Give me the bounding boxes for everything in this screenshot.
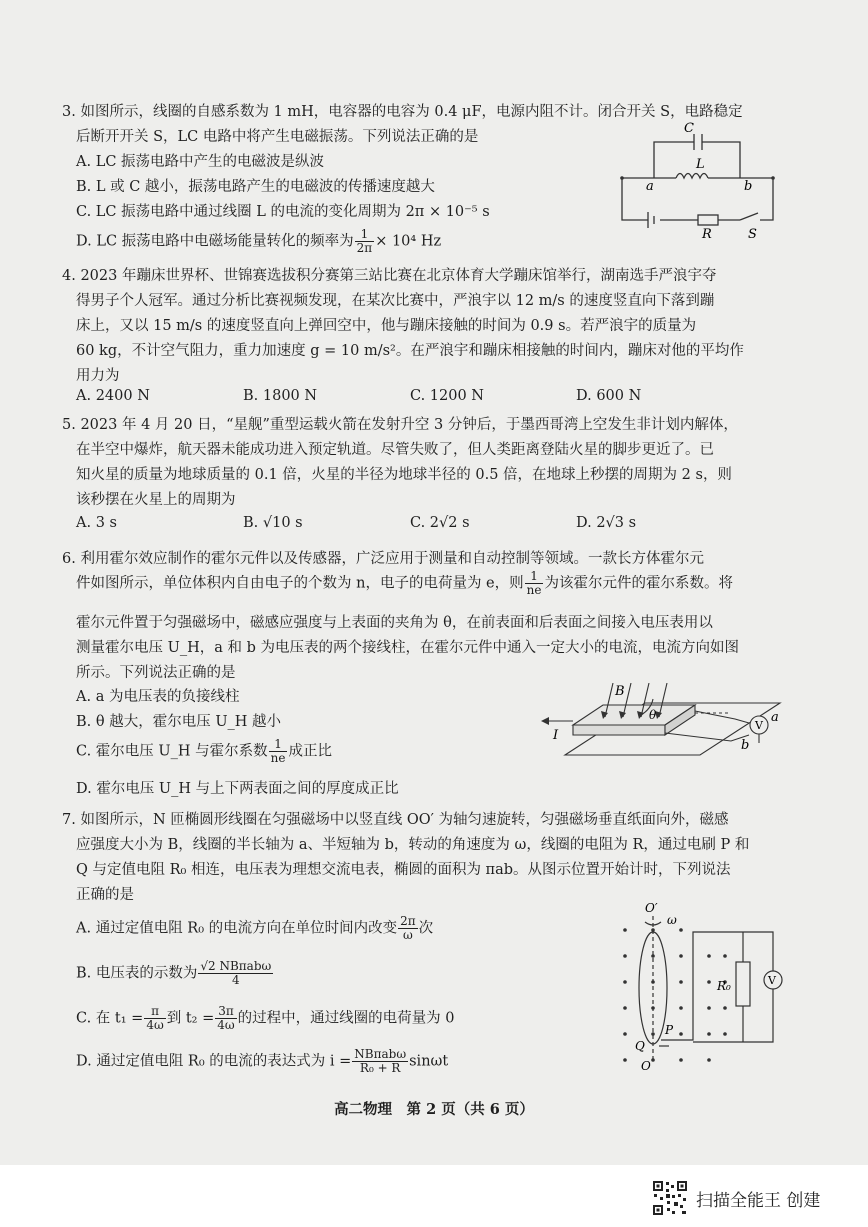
q6-option-d: D. 霍尔电压 U_H 与上下两表面之间的厚度成正比 bbox=[76, 781, 399, 797]
q4-stem-line5: 用力为 bbox=[76, 368, 120, 384]
q4-stem-line4: 60 kg，不计空气阻力，重力加速度 g = 10 m/s²。在严浪宇和蹦床相接触的时间内，蹦床对他的平均作 bbox=[76, 343, 744, 359]
label-o: O bbox=[641, 1059, 651, 1073]
q7-option-d-fraction bbox=[352, 1048, 408, 1075]
q5-option-d: D. 2√3 s bbox=[576, 515, 637, 531]
q7-stem-line3: Q 与定值电阻 R₀ 相连，电压表为理想交流电表，椭圆的面积为 πab。从图示位置开始计时，下列说法 bbox=[76, 862, 731, 878]
q5-option-c: C. 2√2 s bbox=[410, 515, 470, 531]
q7-option-d-numerator: NBπabω bbox=[354, 1047, 407, 1061]
q6-stem-line2 bbox=[76, 570, 733, 597]
q6-option-c-fraction bbox=[269, 738, 288, 765]
q6-option-a: A. a 为电压表的负接线柱 bbox=[76, 689, 240, 705]
q6-stem-line4: 测量霍尔电压 U_H，a 和 b 为电压表的两个接线柱，在霍尔元件中通入一定大小的电流，电流方向如图 bbox=[76, 640, 739, 656]
q4-option-c: C. 1200 N bbox=[410, 388, 484, 404]
label-b: b bbox=[744, 179, 753, 194]
q3-option-d bbox=[76, 228, 441, 255]
q6-option-c bbox=[76, 738, 332, 765]
q3-option-d-denominator: 2π bbox=[356, 241, 373, 255]
label-q: Q bbox=[635, 1039, 645, 1053]
q5-stem-line4: 该秒摆在火星上的周期为 bbox=[76, 492, 236, 508]
label-c: C bbox=[684, 121, 694, 136]
qr-code-icon bbox=[652, 1180, 688, 1216]
q7-option-b bbox=[76, 960, 274, 987]
q7-option-c-denominator-2: 4ω bbox=[217, 1018, 235, 1032]
hall-coefficient-fraction bbox=[525, 570, 544, 597]
q5-stem-line2: 在半空中爆炸，航天器未能成功进入预定轨道。尽管失败了，但人类距离登陆火星的脚步更近了。已 bbox=[76, 442, 714, 458]
q7-option-b-fraction bbox=[198, 960, 273, 987]
hall-element-diagram bbox=[535, 683, 795, 783]
label-theta: θ bbox=[649, 708, 657, 722]
q6-option-c-tail: 成正比 bbox=[288, 743, 332, 760]
q7-stem-line1: 7. 如图所示，N 匝椭圆形线圈在匀强磁场中以竖直线 OO′ 为轴匀速旋转，匀强磁场垂直纸面向外，磁感 bbox=[62, 812, 729, 828]
q6-stem-line2-tail: 为该霍尔元件的霍尔系数。将 bbox=[544, 575, 733, 592]
scanner-watermark bbox=[652, 1180, 820, 1216]
q6-option-c-denominator: ne bbox=[270, 751, 286, 765]
q7-option-c-tail: 的过程中，通过线圈的电荷量为 0 bbox=[237, 1010, 455, 1027]
label-omega: ω bbox=[667, 913, 677, 927]
q7-stem-line2: 应强度大小为 B，线圈的半长轴为 a、半短轴为 b，转动的角速度为 ω，线圈的电阻为 R，通过电刷 P 和 bbox=[76, 837, 750, 853]
q5-option-b: B. √10 s bbox=[243, 515, 303, 531]
voltmeter-label: V bbox=[755, 719, 763, 732]
rotating-coil-diagram bbox=[605, 900, 805, 1080]
q7-option-c-text: C. 在 t₁ = bbox=[76, 1010, 144, 1027]
q3-option-d-text: D. LC 振荡电路中电磁场能量转化的频率为 bbox=[76, 233, 354, 250]
q7-option-c-numerator-1: π bbox=[144, 1005, 165, 1019]
q7-option-d bbox=[76, 1048, 448, 1075]
label-current-i: I bbox=[553, 728, 559, 743]
label-o-prime: O′ bbox=[645, 901, 658, 915]
label-s: S bbox=[748, 227, 757, 240]
q3-option-a: A. LC 振荡电路中产生的电磁波是纵波 bbox=[76, 154, 325, 170]
label-l: L bbox=[696, 157, 705, 172]
q7-option-d-tail: sinωt bbox=[409, 1053, 449, 1070]
q4-option-b: B. 1800 N bbox=[243, 388, 318, 404]
q6-stem-line2-text: 件如图所示，单位体积内自由电子的个数为 n，电子的电荷量为 e，则 bbox=[76, 575, 524, 592]
q4-stem-line1: 4. 2023 年蹦床世界杯、世锦赛选拔积分赛第三站比赛在北京体育大学蹦床馆举行，湖南选手严浪宇夺 bbox=[62, 268, 717, 284]
q7-option-b-text: B. 电压表的示数为 bbox=[76, 965, 198, 982]
q3-option-d-unit: × 10⁴ Hz bbox=[375, 233, 442, 250]
q7-option-c-fraction-1 bbox=[144, 1005, 165, 1032]
q7-option-a-fraction bbox=[398, 915, 418, 942]
q6-stem-line3: 霍尔元件置于匀强磁场中，磁感应强度与上表面的夹角为 θ，在前表面和后表面之间接入电压表用以 bbox=[76, 615, 713, 631]
q6-stem-line1: 6. 利用霍尔效应制作的霍尔元件以及传感器，广泛应用于测量和自动控制等领域。一款长方体霍尔元 bbox=[62, 551, 704, 567]
label-terminal-b: b bbox=[741, 738, 750, 753]
label-r0: R₀ bbox=[717, 979, 731, 993]
q7-option-a-text: A. 通过定值电阻 R₀ 的电流方向在单位时间内改变 bbox=[76, 920, 398, 937]
q6-option-c-numerator: 1 bbox=[269, 738, 288, 752]
q6-stem-line5: 所示。下列说法正确的是 bbox=[76, 665, 236, 681]
hall-coefficient-numerator: 1 bbox=[525, 570, 544, 584]
q5-stem-line1: 5. 2023 年 4 月 20 日，“星舰”重型运载火箭在发射升空 3 分钟后，于墨西哥湾上空发生非计划内解体， bbox=[62, 417, 738, 433]
label-p: P bbox=[665, 1023, 674, 1037]
label-b-field: B bbox=[615, 684, 625, 699]
label-terminal-a: a bbox=[771, 710, 779, 725]
q7-option-c bbox=[76, 1005, 455, 1032]
q7-option-a-tail: 次 bbox=[418, 920, 434, 937]
q7-option-c-fraction-2 bbox=[215, 1005, 236, 1032]
q5-stem-line3: 知火星的质量为地球质量的 0.1 倍，火星的半径为地球半径的 0.5 倍，在地球上秒摆的周期为 2 s，则 bbox=[76, 467, 732, 483]
q7-option-b-numerator: √2 NBπabω bbox=[200, 959, 272, 973]
q4-option-d: D. 600 N bbox=[576, 388, 642, 404]
q3-option-d-numerator: 1 bbox=[355, 228, 375, 242]
page-footer: 高二物理 第 2 页（共 6 页） bbox=[334, 1101, 534, 1118]
q5-option-a: A. 3 s bbox=[76, 515, 117, 531]
scanner-text: 扫描全能王 创建 bbox=[696, 1190, 821, 1211]
q7-option-c-numerator-2: 3π bbox=[215, 1005, 236, 1019]
q4-option-a: A. 2400 N bbox=[76, 388, 150, 404]
hall-coefficient-denominator: ne bbox=[526, 583, 542, 597]
q7-option-a bbox=[76, 915, 433, 942]
q3-option-d-fraction bbox=[355, 228, 375, 255]
q6-option-c-text: C. 霍尔电压 U_H 与霍尔系数 bbox=[76, 743, 268, 760]
q7-option-c-denominator-1: 4ω bbox=[146, 1018, 164, 1032]
q6-option-b: B. θ 越大，霍尔电压 U_H 越小 bbox=[76, 714, 282, 730]
q7-option-a-denominator: ω bbox=[403, 928, 413, 942]
q7-option-a-numerator: 2π bbox=[400, 914, 416, 928]
q7-option-b-denominator: 4 bbox=[232, 973, 240, 987]
label-a: a bbox=[646, 179, 654, 194]
q3-option-c: C. LC 振荡电路中通过线圈 L 的电流的变化周期为 2π × 10⁻⁵ s bbox=[76, 204, 490, 220]
q3-option-b: B. L 或 C 越小，振荡电路产生的电磁波的传播速度越大 bbox=[76, 179, 435, 195]
q7-option-c-middle: 到 t₂ = bbox=[166, 1010, 215, 1027]
q7-option-d-denominator: R₀ + R bbox=[359, 1061, 401, 1075]
q7-stem-line4: 正确的是 bbox=[76, 887, 134, 903]
q4-stem-line3: 床上，又以 15 m/s 的速度竖直向上弹回空中，他与蹦床接触的时间为 0.9 s。若严浪宇的质量为 bbox=[76, 318, 697, 334]
voltmeter-label-q7: V bbox=[768, 974, 776, 987]
q7-option-d-text: D. 通过定值电阻 R₀ 的电流的表达式为 i = bbox=[76, 1053, 352, 1070]
q3-stem-line1: 3. 如图所示，线圈的自感系数为 1 mH，电容器的电容为 0.4 μF，电源内阻不计。闭合开关 S，电路稳定 bbox=[62, 104, 743, 120]
label-r: R bbox=[702, 227, 712, 240]
q3-stem-line2: 后断开开关 S，LC 电路中将产生电磁振荡。下列说法正确的是 bbox=[76, 129, 479, 145]
q4-stem-line2: 得男子个人冠军。通过分析比赛视频发现，在某次比赛中，严浪宇以 12 m/s 的速度竖直向下落到蹦 bbox=[76, 293, 715, 309]
lc-circuit-diagram bbox=[610, 120, 785, 240]
